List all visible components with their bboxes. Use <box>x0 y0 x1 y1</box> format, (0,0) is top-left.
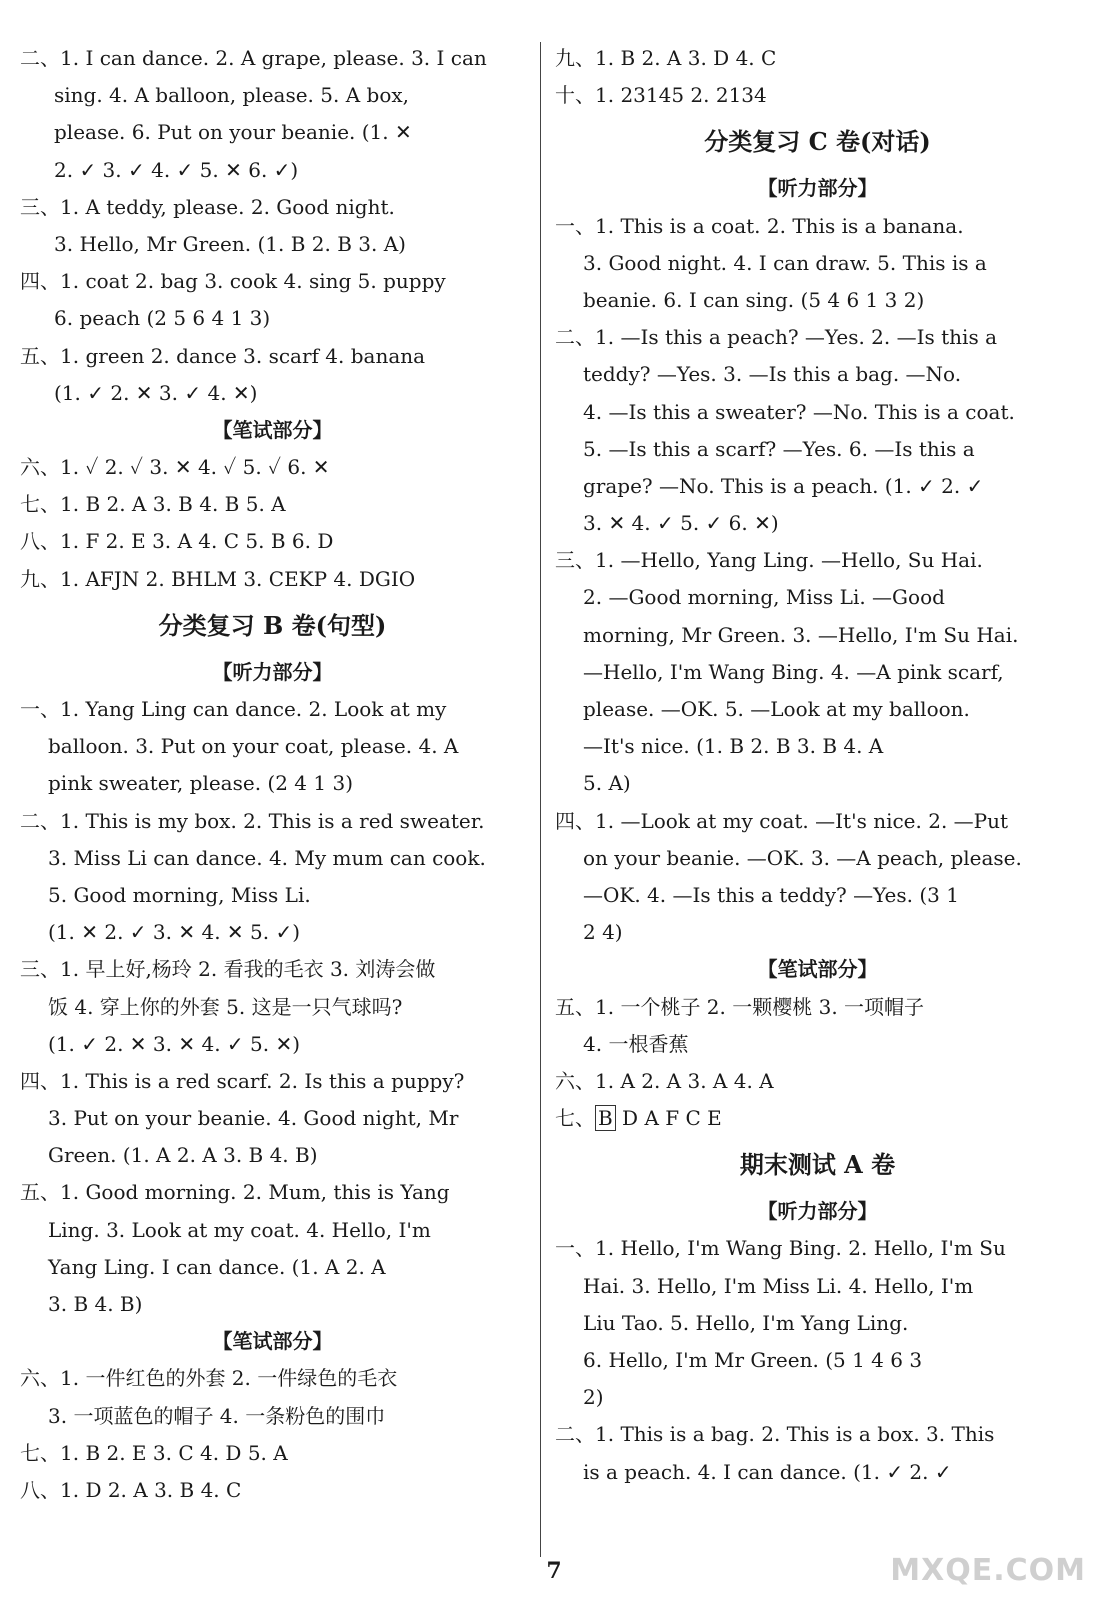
answer-line: 3. B 4. B) <box>48 1292 143 1316</box>
watermark-text: MXQE.COM <box>890 1553 1086 1588</box>
answer-line: sing. 4. A balloon, please. 5. A box, <box>54 83 409 108</box>
answer-line: 6. peach (2 5 6 4 1 3) <box>54 306 271 331</box>
answer-line: —Hello, I'm Wang Bing. 4. —A pink scarf, <box>583 659 1004 684</box>
answer-line: is a peach. 4. I can dance. (1. ✓ 2. ✓ <box>583 1459 952 1484</box>
answer-line: Ling. 3. Look at my coat. 4. Hello, I'm <box>48 1217 431 1242</box>
answer-line: teddy? —Yes. 3. —Is this a bag. —No. <box>583 362 962 387</box>
answer-line: morning, Mr Green. 3. —Hello, I'm Su Hai. <box>583 622 1019 647</box>
answer-line: 二、1. This is a bag. 2. This is a box. 3. This <box>555 1422 995 1447</box>
answer-line: 三、1. 早上好,杨玲 2. 看我的毛衣 3. 刘涛会做 <box>20 957 436 982</box>
boxed-answer: B <box>595 1105 616 1131</box>
answer-line: 4. 一根香蕉 <box>583 1031 689 1056</box>
column-divider <box>540 42 541 1557</box>
section-title: 期末测试 A 卷 <box>739 1150 896 1180</box>
written-section-label: 【笔试部分】 <box>757 957 878 982</box>
answer-line: 五、1. Good morning. 2. Mum, this is Yang <box>20 1180 450 1205</box>
answer-line: (1. ✕ 2. ✓ 3. ✕ 4. ✕ 5. ✓) <box>48 920 301 945</box>
answer-line: 3. Put on your beanie. 4. Good night, Mr <box>48 1106 459 1131</box>
page-number: 7 <box>546 1558 562 1584</box>
answer-line: 3. ✕ 4. ✓ 5. ✓ 6. ✕) <box>583 511 779 536</box>
answer-line: 二、1. This is my box. 2. This is a red sweater. <box>20 808 485 833</box>
answer-line: 2) <box>583 1385 604 1410</box>
answer-line: 三、1. —Hello, Yang Ling. —Hello, Su Hai. <box>555 548 983 573</box>
answer-line: 一、1. This is a coat. 2. This is a banana. <box>555 213 964 238</box>
answer-line: 四、1. —Look at my coat. —It's nice. 2. —Put <box>555 808 1009 833</box>
answer-line: (1. ✓ 2. ✕ 3. ✓ 4. ✕) <box>54 380 258 405</box>
answer-line: 5. A) <box>583 771 631 796</box>
answer-line: 3. Miss Li can dance. 4. My mum can cook. <box>48 845 486 870</box>
answer-line: Green. (1. A 2. A 3. B 4. B) <box>48 1143 318 1168</box>
answer-line: Yang Ling. I can dance. (1. A 2. A <box>48 1254 386 1279</box>
answer-line: 五、1. 一个桃子 2. 一颗樱桃 3. 一项帽子 <box>555 994 925 1019</box>
answer-line: 6. Hello, I'm Mr Green. (5 1 4 6 3 <box>583 1348 923 1372</box>
answer-line: 八、1. D 2. A 3. B 4. C <box>20 1477 242 1502</box>
answer-line: Liu Tao. 5. Hello, I'm Yang Ling. <box>583 1310 909 1335</box>
answer-line: 七、1. B 2. A 3. B 4. B 5. A <box>20 492 286 517</box>
answer-line: 4. —Is this a sweater? —No. This is a coat. <box>583 399 1015 424</box>
answer-line: 一、1. Yang Ling can dance. 2. Look at my <box>20 697 447 721</box>
answer-line: 九、1. B 2. A 3. D 4. C <box>555 46 777 70</box>
question-label: 七、 <box>555 1106 595 1131</box>
answer-line: 十、1. 23145 2. 2134 <box>555 83 767 108</box>
answer-line: 5. —Is this a scarf? —Yes. 6. —Is this a <box>583 436 975 461</box>
listening-section-label: 【听力部分】 <box>757 1199 878 1224</box>
watermark-logo <box>890 1502 1086 1592</box>
answer-line-q7 <box>555 1100 1080 1137</box>
answer-line: please. —OK. 5. —Look at my balloon. <box>583 697 970 721</box>
answer-line: (1. ✓ 2. ✕ 3. ✕ 4. ✓ 5. ✕) <box>48 1031 301 1056</box>
listening-section-label: 【听力部分】 <box>757 176 878 201</box>
answer-line: 3. Hello, Mr Green. (1. B 2. B 3. A) <box>54 231 406 256</box>
answer-line: on your beanie. —OK. 3. —A peach, please. <box>583 845 1022 870</box>
right-column <box>555 40 1080 1491</box>
answer-line: 六、1. A 2. A 3. A 4. A <box>555 1068 774 1093</box>
answer-line: pink sweater, please. (2 4 1 3) <box>48 771 353 796</box>
answer-line: 三、1. A teddy, please. 2. Good night. <box>20 194 395 219</box>
answer-line: 饭 4. 穿上你的外套 5. 这是一只气球吗? <box>48 994 403 1019</box>
section-title: 分类复习 C 卷(对话) <box>704 127 931 157</box>
answer-line: 六、1. ✓ 2. ✓ 3. ✕ 4. ✓ 5. ✓ 6. ✕ <box>20 455 330 480</box>
answer-line: 2 4) <box>583 920 623 945</box>
answer-line: 二、1. —Is this a peach? —Yes. 2. —Is this a <box>555 325 998 350</box>
left-column <box>20 40 525 1509</box>
answer-line: 2. ✓ 3. ✓ 4. ✓ 5. ✕ 6. ✓) <box>54 157 299 182</box>
written-section-label: 【笔试部分】 <box>212 417 333 442</box>
answer-line: 3. 一项蓝色的帽子 4. 一条粉色的围巾 <box>48 1403 386 1428</box>
answer-line: 二、1. I can dance. 2. A grape, please. 3. I can <box>20 46 487 70</box>
answer-line: grape? —No. This is a peach. (1. ✓ 2. ✓ <box>583 473 984 498</box>
answer-line: 四、1. This is a red scarf. 2. Is this a puppy? <box>20 1068 465 1093</box>
answer-line: 5. Good morning, Miss Li. <box>48 882 311 907</box>
answer-line: —OK. 4. —Is this a teddy? —Yes. (3 1 <box>583 882 959 907</box>
answer-line: 五、1. green 2. dance 3. scarf 4. banana <box>20 343 426 368</box>
answer-line: please. 6. Put on your beanie. (1. ✕ <box>54 120 412 145</box>
answer-line: Hai. 3. Hello, I'm Miss Li. 4. Hello, I'm <box>583 1273 974 1298</box>
answer-line: 七、1. B 2. E 3. C 4. D 5. A <box>20 1440 288 1465</box>
answer-line: 八、1. F 2. E 3. A 4. C 5. B 6. D <box>20 529 334 554</box>
answer-line: 六、1. 一件红色的外套 2. 一件绿色的毛衣 <box>20 1366 398 1391</box>
answer-line: 2. —Good morning, Miss Li. —Good <box>583 585 945 610</box>
written-section-label: 【笔试部分】 <box>212 1329 333 1354</box>
answer-line: balloon. 3. Put on your coat, please. 4. A <box>48 734 459 759</box>
answer-line: —It's nice. (1. B 2. B 3. B 4. A <box>583 734 884 759</box>
section-title: 分类复习 B 卷(句型) <box>158 610 387 640</box>
answer-line: 3. Good night. 4. I can draw. 5. This is a <box>583 250 987 275</box>
answer-line: 九、1. AFJN 2. BHLM 3. CEKP 4. DGIO <box>20 566 416 591</box>
answer-line: 一、1. Hello, I'm Wang Bing. 2. Hello, I'm Su <box>555 1236 1006 1261</box>
answer-line: beanie. 6. I can sing. (5 4 6 1 3 2) <box>583 287 925 312</box>
listening-section-label: 【听力部分】 <box>212 659 333 684</box>
answer-sequence: D A F C E <box>615 1106 722 1131</box>
answer-line: 四、1. coat 2. bag 3. cook 4. sing 5. puppy <box>20 269 446 294</box>
